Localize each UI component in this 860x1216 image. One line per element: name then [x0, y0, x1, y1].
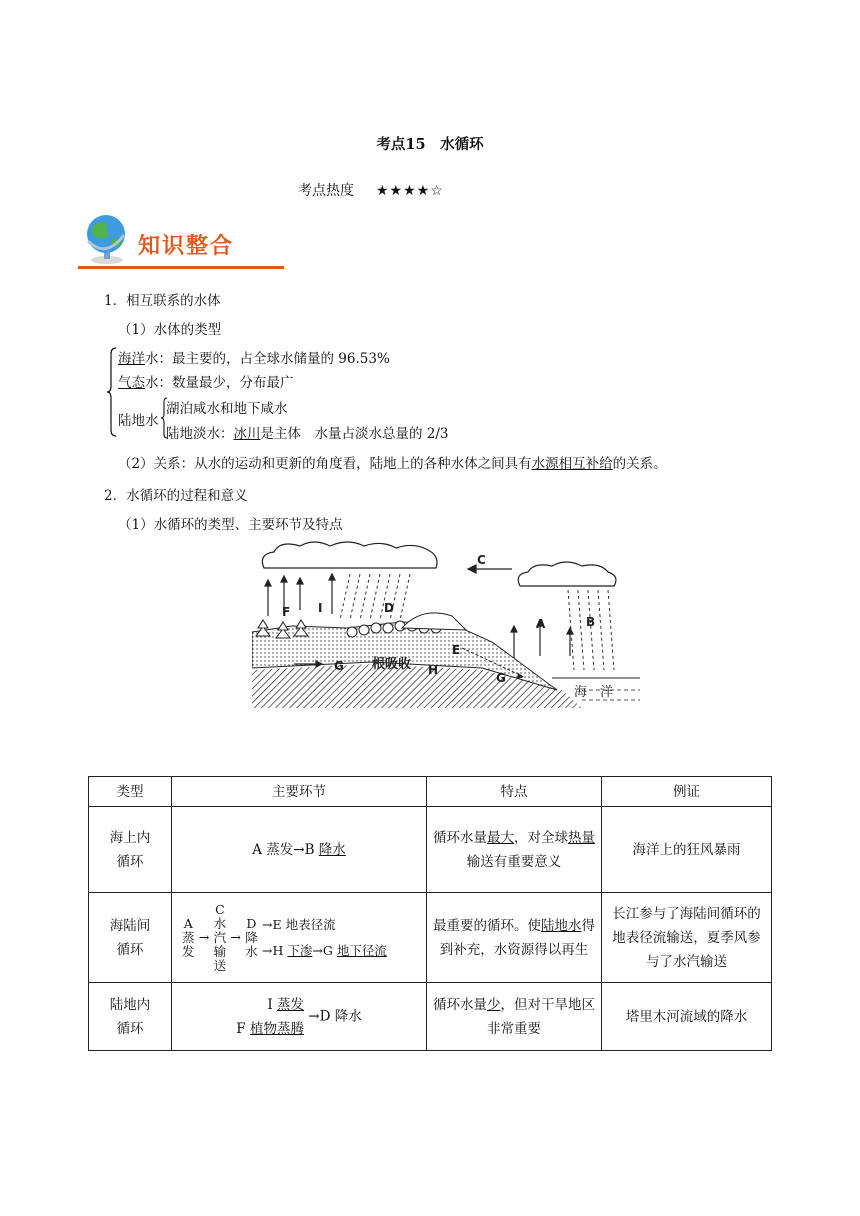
row1-features — [427, 807, 602, 893]
row1-evap: A 蒸发 — [252, 841, 294, 858]
table-header-row — [89, 777, 772, 807]
row3-f-u: 植物蒸腾 — [249, 1020, 304, 1037]
row3-example: 塔里木河流域的降水 — [602, 983, 772, 1051]
row1-f-u1: 最大 — [487, 829, 514, 846]
arrow-icon: → — [262, 942, 273, 958]
gas-desc: 水：数量最少，分布最广 — [145, 375, 294, 391]
row3-features — [427, 983, 602, 1051]
th-links: 主要环节 — [172, 777, 427, 807]
label-F: F — [282, 605, 291, 619]
row2-f-post: 得到补充，水资源得以再生 — [439, 917, 595, 958]
bedrock — [252, 664, 582, 708]
row1-b-pre: B — [304, 841, 319, 858]
row1-f-post: 输送有重要意义 — [466, 853, 562, 870]
land-salt-line: 湖泊咸水和地下咸水 — [166, 401, 288, 417]
heat-stars: ★★★★☆ — [376, 183, 444, 199]
row2-links — [172, 893, 427, 983]
row3-feat-pre: 循环水量 — [433, 996, 487, 1013]
row3-i-pre: I — [267, 996, 277, 1013]
th-example: 例证 — [602, 777, 772, 807]
arrow-icon: → — [230, 929, 241, 944]
row3-f-pre: F — [236, 1020, 250, 1037]
row2-f-pre: 最重要的循环。使 — [433, 917, 541, 934]
cycle-table — [88, 776, 772, 1051]
arrow-icon: → — [262, 916, 273, 932]
section-banner — [78, 213, 284, 269]
sea-cloud — [518, 562, 616, 586]
row2-c: C 水 汽 输 送 — [213, 901, 227, 973]
gas-word: 气态 — [118, 375, 145, 391]
heat-rating — [298, 180, 444, 200]
row3-d: D 降水 — [319, 1008, 362, 1024]
row2-d: D 降 水 — [245, 915, 258, 959]
row3-sources — [236, 993, 304, 1041]
row3-type-text: 陆地内循环 — [109, 996, 151, 1037]
label-A: A — [536, 617, 546, 631]
label-G2: G — [496, 671, 506, 685]
label-D: D — [384, 601, 394, 615]
land-water-label: 陆地水 — [118, 413, 159, 429]
row2-g-pre: G — [322, 942, 337, 958]
arrow-icon: → — [293, 841, 305, 858]
land-cloud — [262, 542, 437, 568]
row1-f-u2: 热量 — [568, 829, 595, 846]
arrow-icon: → — [198, 929, 210, 944]
s1-sub1: （1）水体的类型 — [118, 322, 222, 338]
heat-label: 考点热度 — [298, 183, 354, 199]
row1-links — [172, 807, 427, 893]
ocean-water-line — [118, 347, 390, 367]
s1-heading: 1．相互联系的水体 — [104, 293, 221, 309]
label-C: C — [477, 553, 486, 567]
gas-water-line — [118, 371, 294, 391]
relation-line — [118, 452, 667, 472]
arrow-icon: → — [312, 942, 323, 958]
page-title: 考点15 水循环 — [376, 136, 484, 153]
water-cycle-diagram — [252, 540, 640, 708]
row3-i-u: 蒸发 — [276, 996, 304, 1013]
row1-f-mid: ，对全球 — [514, 829, 568, 846]
row2-type — [89, 893, 172, 983]
label-H: H — [428, 663, 439, 677]
s2-sub1: （1）水循环的类型、主要环节及特点 — [118, 517, 343, 533]
land-fresh-line — [166, 422, 449, 442]
row1-b-u: 降水 — [318, 841, 346, 858]
row2-features — [427, 893, 602, 983]
row2-g-u: 地下径流 — [336, 942, 387, 958]
row2-e: E 地表径流 — [272, 916, 336, 932]
row1-f-pre: 循环水量 — [433, 829, 487, 846]
ocean-desc: 水：最主要的，占全球水储量的 96.53% — [145, 351, 390, 367]
land-fresh-pre: 陆地淡水： — [166, 426, 234, 442]
row1-type — [89, 807, 172, 893]
row3-links — [172, 983, 427, 1051]
relation-pre: （2）关系：从水的运动和更新的角度看，陆地上的各种水体之间具有 — [118, 456, 532, 472]
label-root: 根吸收 — [372, 657, 412, 672]
th-features: 特点 — [427, 777, 602, 807]
row2-branches — [262, 912, 387, 964]
row3-feat-post: ，但对干旱地区非常重要 — [487, 996, 595, 1037]
row3-type — [89, 983, 172, 1051]
row1-example: 海洋上的狂风暴雨 — [602, 807, 772, 893]
row2-type-text: 海陆间循环 — [109, 917, 151, 958]
label-B: B — [586, 615, 596, 629]
banner-text: 知识整合 — [138, 234, 235, 259]
glacier-word: 冰川 — [233, 426, 261, 442]
label-I: I — [318, 601, 323, 615]
ocean-word: 海洋 — [118, 351, 145, 367]
brace-outer — [106, 346, 118, 438]
table-row — [89, 807, 772, 893]
row2-example: 长江参与了海陆间循环的地表径流输送，夏季风参与了水汽输送 — [602, 893, 772, 983]
relation-post: 的关系。 — [612, 456, 667, 472]
globe-icon — [82, 213, 132, 265]
row2-h-pre: H — [272, 942, 288, 958]
banner-rule — [78, 266, 284, 269]
land-fresh-post: 是主体 水量占淡水总量的 2/3 — [260, 426, 449, 442]
label-E: E — [452, 643, 461, 657]
label-G1: G — [334, 659, 344, 673]
arrow-icon: → — [308, 1008, 320, 1024]
row2-h-u: 下渗 — [287, 942, 313, 958]
label-sea: 海 洋 — [574, 685, 614, 700]
row1-type-text: 海上内循环 — [109, 829, 151, 870]
s2-heading: 2．水循环的过程和意义 — [104, 488, 248, 504]
row2-a: A 蒸 发 — [182, 915, 195, 959]
row2-f-u: 陆地水 — [541, 917, 582, 934]
row3-feat-u: 少 — [487, 996, 501, 1013]
table-row — [89, 893, 772, 983]
th-type: 类型 — [89, 777, 172, 807]
relation-underline: 水源相互补给 — [531, 456, 613, 472]
table-row — [89, 983, 772, 1051]
